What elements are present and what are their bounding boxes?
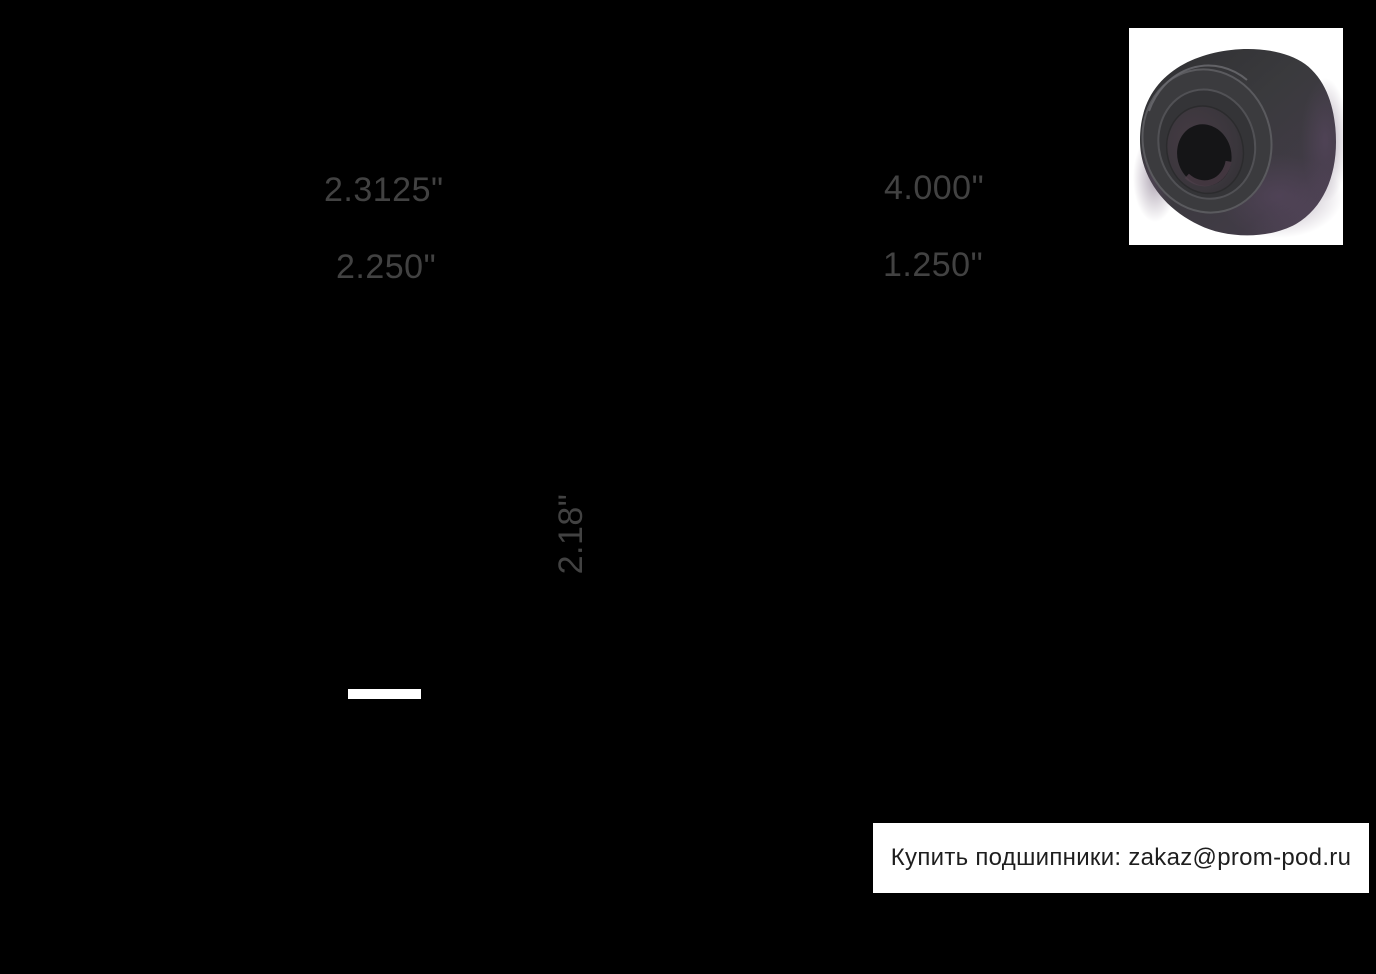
dimension-label-bottom-left: 2.250" xyxy=(336,248,437,286)
contact-banner xyxy=(873,823,1369,893)
bearing-icon xyxy=(1129,28,1343,245)
highlight-bar xyxy=(348,689,421,699)
dimension-label-top-left: 2.3125" xyxy=(324,171,444,209)
dimension-label-bottom-right: 1.250" xyxy=(883,246,984,284)
dimension-label-vertical: 2.18" xyxy=(552,493,590,575)
contact-banner-text: Купить подшипники: zakaz@prom-pod.ru xyxy=(890,844,1352,871)
dimension-label-top-right: 4.000" xyxy=(884,169,985,207)
product-photo xyxy=(1129,28,1343,245)
